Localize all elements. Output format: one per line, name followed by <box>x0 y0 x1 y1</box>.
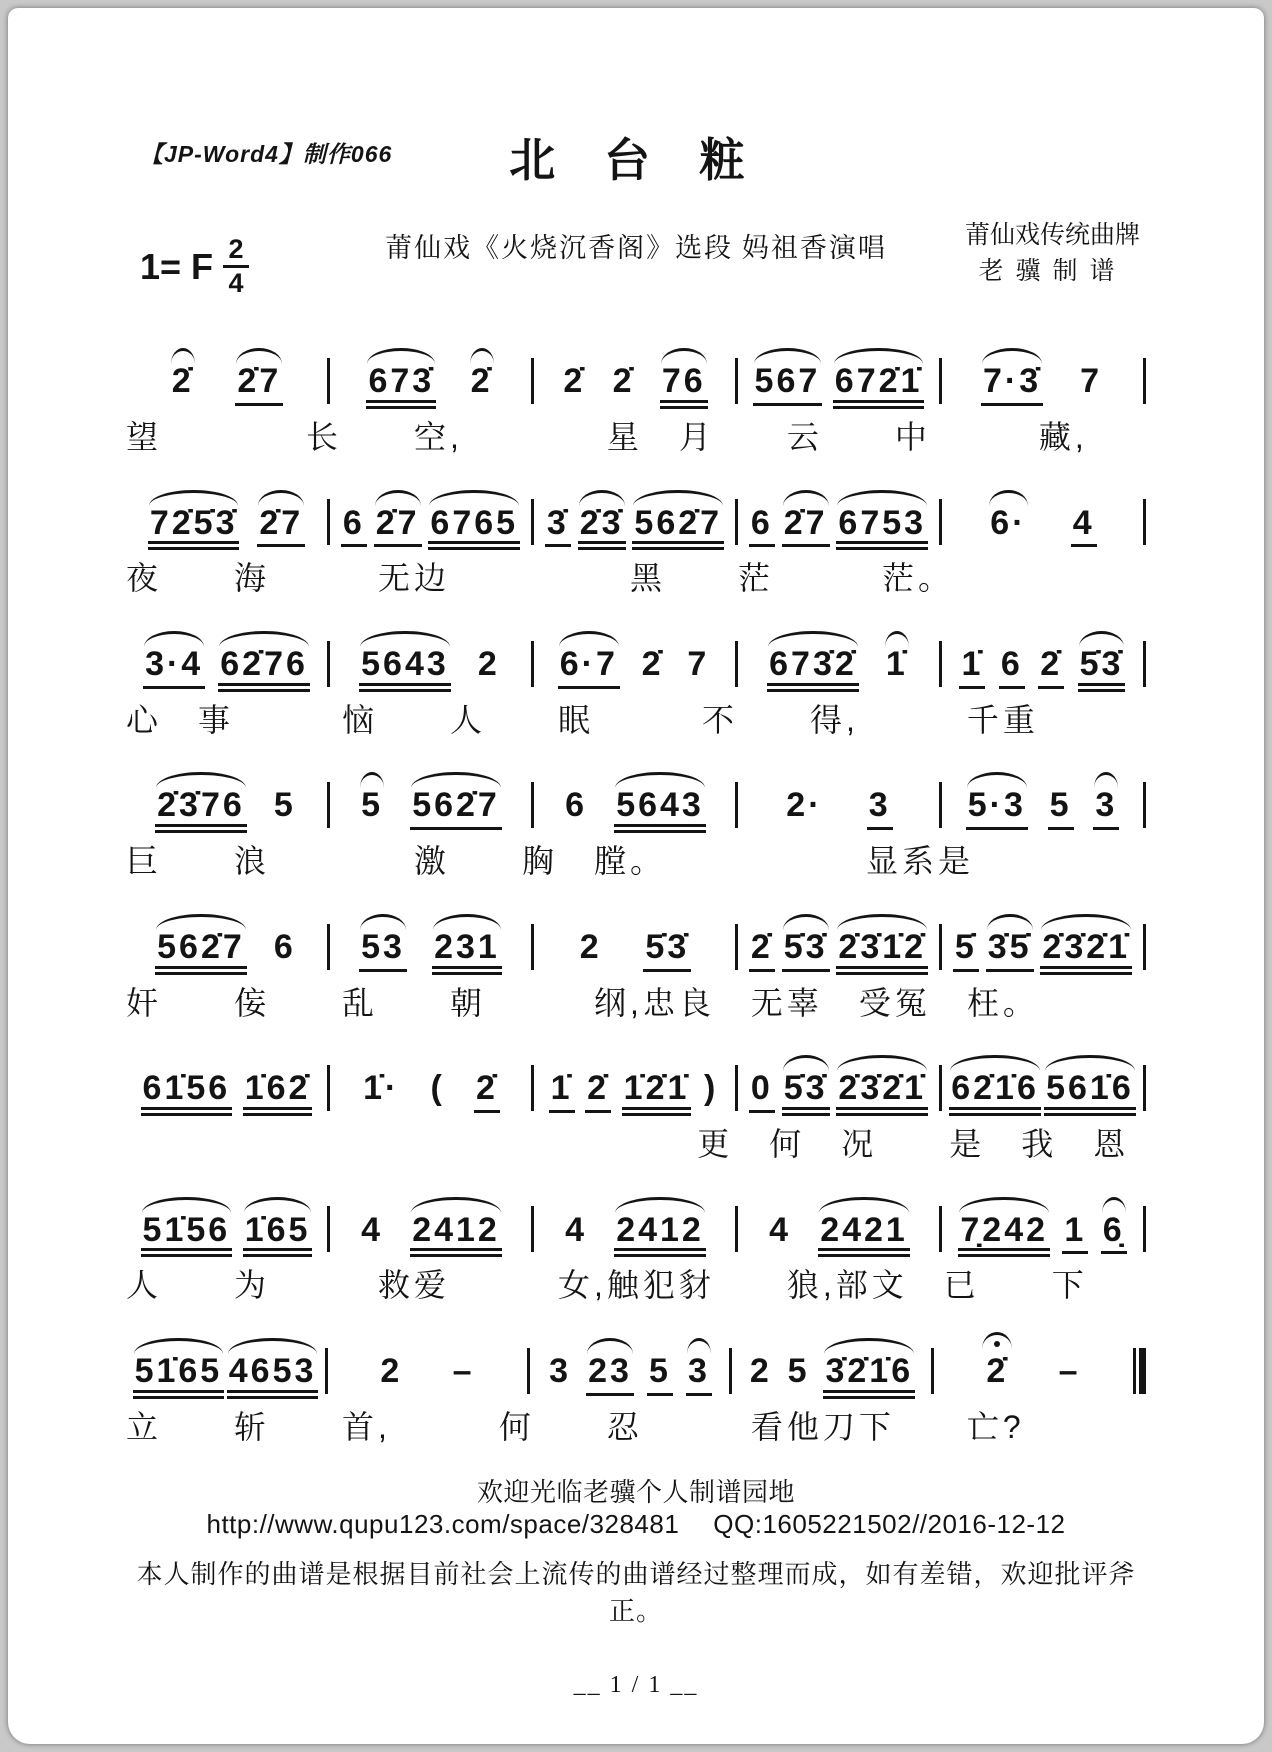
note-unit: 76 <box>660 364 708 412</box>
score-line <box>126 469 1146 597</box>
note-unit: 2̇7 <box>257 506 305 554</box>
note-unit: 7 <box>687 645 710 684</box>
note-unit: 231 <box>432 930 502 978</box>
note-unit: 51̇56 <box>141 1213 233 1261</box>
measure <box>330 364 531 412</box>
score-line <box>126 752 1146 880</box>
measure <box>738 788 939 836</box>
credit-source: 莆仙戏传统曲牌 <box>964 222 1140 249</box>
meta-row <box>126 218 1146 314</box>
measure <box>738 647 939 695</box>
score <box>126 328 1146 1446</box>
note-unit: 2 <box>380 1352 403 1391</box>
credits <box>965 218 1140 291</box>
measure <box>942 364 1143 412</box>
note-unit: 3 <box>549 1352 571 1391</box>
note-unit: 1̇62̇ <box>243 1071 313 1119</box>
footer <box>126 1472 1146 1699</box>
notes-row <box>126 1318 1146 1402</box>
page-title: 北 台 粧 <box>509 134 763 186</box>
note-unit: 673̇ <box>366 364 436 412</box>
note-unit: 5 <box>647 1354 673 1402</box>
lyrics-line: 立 斩 首, 何 忍 看他刀下 亡? <box>126 1408 1025 1445</box>
note-unit: 62̇1̇6 <box>949 1071 1041 1119</box>
note-unit: 7̣242 <box>958 1213 1050 1261</box>
measure <box>534 1071 735 1119</box>
measure <box>126 647 327 695</box>
measure <box>934 1354 1133 1402</box>
note-unit: 3·4 <box>143 647 205 695</box>
note-unit: 2 <box>579 927 602 966</box>
note-unit: 1̇ <box>959 647 985 695</box>
measure <box>530 1354 729 1402</box>
lyrics-line: 更 何 况 是 我 恩 <box>697 1125 1130 1162</box>
page-number: __ 1 / 1 __ <box>573 1672 699 1699</box>
note-unit: 6· <box>988 506 1028 554</box>
note-unit: 2412 <box>410 1213 502 1261</box>
note-unit: 1 <box>1062 1213 1088 1261</box>
note-unit: 1̇· <box>363 1069 400 1108</box>
note-unit: 3̇2̇1̇6 <box>823 1354 915 1402</box>
note-unit: 5̇3̇ <box>643 930 691 978</box>
note-unit: – <box>1058 1352 1081 1391</box>
note-unit: 6 <box>341 506 367 554</box>
measure <box>126 927 327 978</box>
score-line <box>126 1035 1146 1163</box>
note-unit: 0 <box>749 1071 775 1119</box>
note-unit: 2 <box>749 1352 772 1391</box>
note-unit: 2· <box>786 786 823 825</box>
note-unit: 62̇76 <box>218 647 310 695</box>
note-unit: 6753 <box>836 506 928 554</box>
footer-disclaimer: 本人制作的曲谱是根据目前社会上流传的曲谱经过整理而成，如有差错，欢迎批评斧正。 <box>136 1559 1136 1627</box>
note-unit: 2̇ <box>469 364 495 412</box>
note-unit: 2̇3̇2̇1̇ <box>1040 930 1132 978</box>
measure <box>330 927 531 978</box>
note-unit: 1̇2̇1̇ <box>622 1071 692 1119</box>
note-unit: 2̇3̇ <box>578 506 626 554</box>
note-unit: 4 <box>361 1210 384 1249</box>
note-unit: 4 <box>1071 506 1097 554</box>
note-unit: 6 <box>273 927 296 966</box>
note-unit: 567 <box>753 364 823 412</box>
lyrics-line: 夜 海 无边 黑 茫 茫。 <box>126 560 955 597</box>
final-barline <box>1133 1348 1146 1394</box>
note-unit: 562̇7 <box>632 506 724 554</box>
measure <box>534 788 735 836</box>
note-unit: 51̇65 <box>133 1354 225 1402</box>
note-unit: 23 <box>586 1354 634 1402</box>
note-unit: 561̇6 <box>1044 1071 1136 1119</box>
measure <box>738 503 939 554</box>
barline <box>1143 1065 1146 1111</box>
measure <box>942 503 1143 554</box>
note-unit: 53 <box>359 930 407 978</box>
note-unit: 673̇2̇ <box>767 647 859 695</box>
note-unit: 1̇ <box>549 1071 575 1119</box>
lyrics-line: 心 事 恼 人 眠 不 得, 千重 <box>126 701 1039 738</box>
note-unit: 4 <box>769 1210 792 1249</box>
note-unit: 2̇ <box>612 362 635 401</box>
measure <box>126 1210 327 1261</box>
note-unit: ( <box>430 1069 445 1108</box>
barline <box>1143 1206 1146 1252</box>
notes-row <box>126 752 1146 836</box>
sheet-page <box>8 8 1264 1744</box>
note-unit: 672̇1̇ <box>833 364 925 412</box>
measure <box>328 1354 527 1402</box>
notes-row <box>126 894 1146 978</box>
measure <box>126 1071 327 1119</box>
measure <box>534 503 735 554</box>
note-unit: 72̇5̇3̇ <box>148 506 240 554</box>
note-unit: 2̇ <box>563 362 586 401</box>
note-unit: 6 <box>999 647 1025 695</box>
score-line <box>126 1176 1146 1304</box>
note-unit: 2 <box>477 645 500 684</box>
notes-row <box>126 328 1146 412</box>
measure <box>534 927 735 978</box>
note-unit: 2̇ <box>170 364 196 412</box>
lyrics-line: 人 为 救爱 女,触犯豺 狼,部文 已 下 <box>126 1267 1088 1304</box>
note-unit: 7·3̇ <box>981 364 1043 412</box>
key-signature <box>140 236 249 297</box>
note-unit: 1̇ <box>884 647 910 695</box>
note-unit: 3̇5̇ <box>986 930 1034 978</box>
lyrics-line: 巨 浪 激 胸 膛。 显系是 <box>126 843 975 880</box>
note-unit: 2̇ <box>749 930 775 978</box>
note-unit: 5̇3̇ <box>1078 647 1126 695</box>
notes-row <box>126 1035 1146 1119</box>
score-line <box>126 894 1146 1022</box>
footer-url-text: 欢迎光临老骥个人制谱园地http://www.qupu123.com/space/328481 <box>206 1477 795 1540</box>
note-unit: 5643 <box>614 788 706 836</box>
watermark: 【JP-Word4】制作066 <box>140 141 393 167</box>
measure <box>330 788 531 836</box>
measure <box>534 1210 735 1261</box>
barline <box>1143 641 1146 687</box>
note-unit: 6 <box>749 506 775 554</box>
measure <box>942 647 1143 695</box>
note-unit: 6̣ <box>1101 1213 1127 1261</box>
measure <box>330 1210 531 1261</box>
note-unit: 5643 <box>359 647 451 695</box>
measure <box>330 1071 531 1119</box>
barline <box>1143 924 1146 970</box>
measure <box>126 503 327 554</box>
score-line <box>126 611 1146 739</box>
note-unit: 2421 <box>818 1213 910 1261</box>
note-unit: 4653 <box>227 1354 319 1402</box>
measure <box>942 927 1143 978</box>
note-unit-fermata: 2̇ <box>984 1354 1010 1402</box>
note-unit: 5 <box>273 786 296 825</box>
note-unit: 5̇3̇ <box>782 1071 830 1119</box>
note-unit: 6765 <box>428 506 520 554</box>
score-line <box>126 328 1146 456</box>
measure <box>738 1210 939 1261</box>
note-unit: 5·3 <box>966 788 1028 836</box>
credit-transcriber: 老骥制谱 <box>978 258 1127 286</box>
note-unit: 6 <box>565 786 588 825</box>
note-unit: 1̇65 <box>243 1213 313 1261</box>
key-label: 1= F <box>140 245 214 287</box>
note-unit: 2̇7 <box>782 506 830 554</box>
notes-row <box>126 611 1146 695</box>
note-unit: 2̇ <box>474 1071 500 1119</box>
barline <box>1143 358 1146 404</box>
meter-numerator: 2 <box>228 234 244 264</box>
note-unit: 3 <box>867 788 893 836</box>
note-unit: 5 <box>1048 788 1074 836</box>
note-unit: 3̇ <box>545 506 571 554</box>
subtitle: 莆仙戏《火烧沉香阁》选段 妈祖香演唱 <box>385 233 887 263</box>
note-unit: 2̇3̇1̇2̇ <box>836 930 928 978</box>
note-unit: 4 <box>565 1210 588 1249</box>
measure <box>942 1210 1143 1261</box>
note-unit: 5 <box>787 1352 810 1391</box>
footer-site-line <box>126 1472 1146 1540</box>
note-unit: 2̇ <box>1038 647 1064 695</box>
note-unit: 3 <box>1093 788 1119 836</box>
measure <box>738 927 939 978</box>
measure <box>738 1071 939 1119</box>
meter-denominator: 4 <box>228 268 244 298</box>
measure <box>126 364 327 412</box>
lyrics-line: 望 长 空, 星 月 云 中 藏, <box>126 419 1088 455</box>
note-unit: 3 <box>686 1354 712 1402</box>
measure <box>330 647 531 695</box>
footer-qq-date: QQ:1605221502//2016-12-12 <box>713 1509 1066 1540</box>
measure <box>534 647 735 695</box>
measure <box>126 1354 325 1402</box>
note-unit: 562̇7 <box>155 930 247 978</box>
measure <box>942 1071 1143 1119</box>
time-signature <box>223 236 249 297</box>
note-unit: 2̇7 <box>374 506 422 554</box>
note-unit: 2̇3̇76 <box>155 788 247 836</box>
measure <box>126 788 327 836</box>
measure <box>738 364 939 412</box>
note-unit: 562̇7 <box>410 788 502 836</box>
note-unit: 2̇ <box>641 645 664 684</box>
note-unit: – <box>452 1352 475 1391</box>
note-unit: 5̇ <box>953 930 979 978</box>
note-unit: 2412 <box>614 1213 706 1261</box>
note-unit: 6·7 <box>558 647 620 695</box>
note-unit: 5̇3̇ <box>782 930 830 978</box>
note-unit: 2̇3̇2̇1̇ <box>836 1071 928 1119</box>
note-unit: 2̇7 <box>235 364 283 412</box>
measure <box>330 503 531 554</box>
barline <box>1143 782 1146 828</box>
measure <box>942 788 1143 836</box>
measure <box>534 364 735 412</box>
barline <box>1143 499 1146 545</box>
note-unit: 7 <box>1080 362 1102 401</box>
measure <box>732 1354 931 1402</box>
score-line <box>126 1318 1146 1446</box>
notes-row <box>126 469 1146 553</box>
note-unit: 2̇ <box>585 1071 611 1119</box>
note-unit: ) <box>704 1069 719 1108</box>
notes-row <box>126 1176 1146 1260</box>
note-unit: 5 <box>359 788 385 836</box>
note-unit: 61̇56 <box>141 1071 233 1119</box>
lyrics-line: 奸 侫 乱 朝 纲,忠良 无辜 受冤 枉。 <box>126 984 1039 1021</box>
